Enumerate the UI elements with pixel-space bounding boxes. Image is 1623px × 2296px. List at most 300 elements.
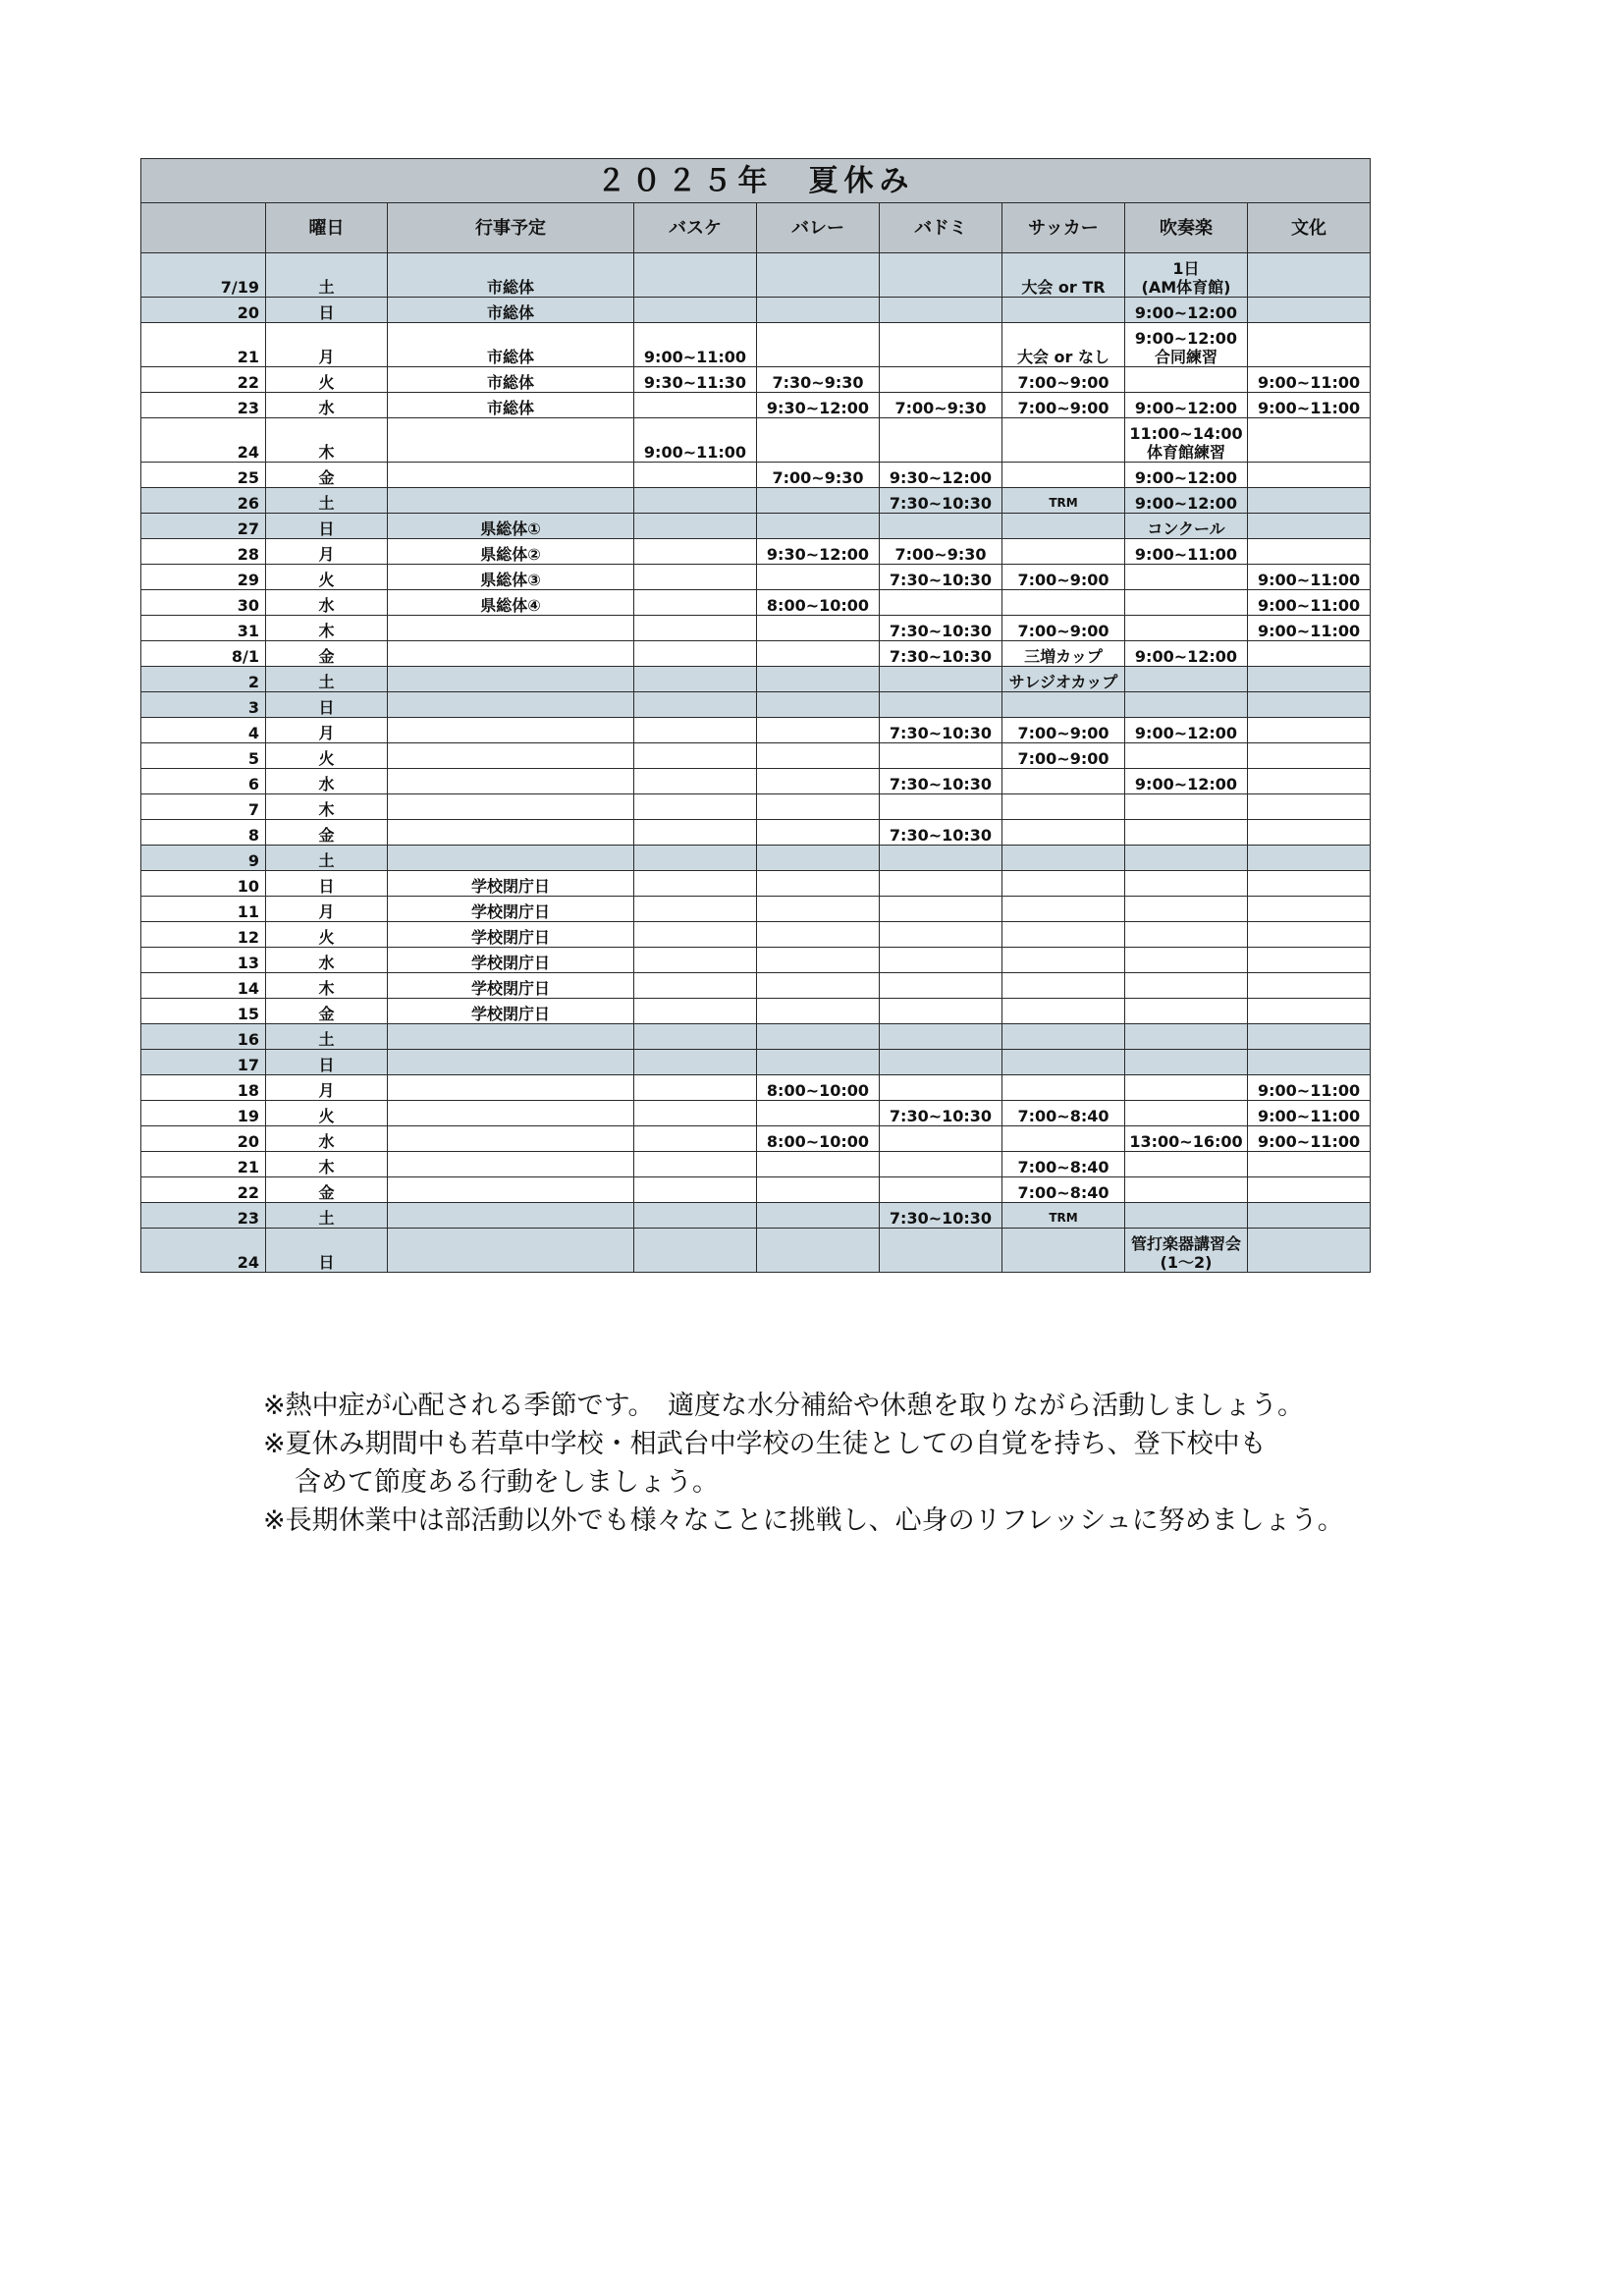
header-event: 行事予定 — [388, 203, 634, 253]
cell-basketball — [634, 565, 757, 590]
cell-badminton — [880, 1229, 1002, 1273]
cell-band — [1125, 367, 1248, 393]
table-row — [141, 488, 1371, 514]
cell-soccer — [1002, 298, 1125, 323]
cell-volleyball — [757, 418, 880, 463]
cell-soccer: 7:00~9:00 — [1002, 367, 1125, 393]
cell-volleyball — [757, 1229, 880, 1273]
cell-event — [388, 1075, 634, 1101]
cell-date: 26 — [141, 488, 266, 514]
cell-basketball — [634, 973, 757, 999]
cell-basketball — [634, 298, 757, 323]
cell-volleyball — [757, 616, 880, 641]
cell-day: 土 — [266, 667, 388, 692]
cell-date: 24 — [141, 1229, 266, 1273]
cell-day: 金 — [266, 820, 388, 846]
cell-badminton — [880, 1152, 1002, 1177]
table-row — [141, 565, 1371, 590]
cell-event — [388, 692, 634, 718]
cell-culture — [1248, 999, 1371, 1024]
cell-soccer: TRM — [1002, 488, 1125, 514]
cell-badminton — [880, 692, 1002, 718]
cell-soccer: 7:00~9:00 — [1002, 565, 1125, 590]
cell-culture — [1248, 1177, 1371, 1203]
cell-date: 11 — [141, 897, 266, 922]
cell-band: 1日 (AM体育館) — [1125, 253, 1248, 298]
cell-basketball — [634, 539, 757, 565]
cell-day: 日 — [266, 871, 388, 897]
header-row — [141, 203, 1371, 253]
cell-event — [388, 769, 634, 794]
cell-event — [388, 1229, 634, 1273]
cell-culture — [1248, 948, 1371, 973]
cell-soccer: 大会 or TR — [1002, 253, 1125, 298]
cell-culture — [1248, 1152, 1371, 1177]
cell-event: 県総体② — [388, 539, 634, 565]
cell-badminton — [880, 667, 1002, 692]
cell-band: 9:00~12:00 — [1125, 488, 1248, 514]
cell-badminton — [880, 253, 1002, 298]
cell-event — [388, 743, 634, 769]
table-row — [141, 298, 1371, 323]
cell-volleyball — [757, 820, 880, 846]
cell-day: 月 — [266, 1075, 388, 1101]
cell-badminton: 7:30~10:30 — [880, 769, 1002, 794]
cell-badminton — [880, 846, 1002, 871]
cell-volleyball — [757, 743, 880, 769]
cell-band — [1125, 1203, 1248, 1229]
cell-basketball — [634, 641, 757, 667]
cell-volleyball — [757, 1101, 880, 1126]
table-row — [141, 820, 1371, 846]
cell-badminton — [880, 871, 1002, 897]
cell-day: 水 — [266, 393, 388, 418]
cell-day: 金 — [266, 999, 388, 1024]
table-row — [141, 514, 1371, 539]
cell-band — [1125, 794, 1248, 820]
cell-culture — [1248, 973, 1371, 999]
cell-band: 9:00~12:00 — [1125, 298, 1248, 323]
cell-basketball: 9:00~11:00 — [634, 418, 757, 463]
cell-date: 23 — [141, 393, 266, 418]
cell-volleyball: 7:00~9:30 — [757, 463, 880, 488]
cell-badminton — [880, 948, 1002, 973]
title-row — [141, 159, 1371, 203]
cell-culture: 9:00~11:00 — [1248, 616, 1371, 641]
cell-basketball — [634, 1126, 757, 1152]
cell-day: 火 — [266, 743, 388, 769]
cell-event: 県総体① — [388, 514, 634, 539]
cell-date: 6 — [141, 769, 266, 794]
cell-culture — [1248, 1203, 1371, 1229]
cell-band: 11:00~14:00 体育館練習 — [1125, 418, 1248, 463]
cell-volleyball — [757, 1050, 880, 1075]
cell-badminton — [880, 922, 1002, 948]
cell-culture — [1248, 641, 1371, 667]
cell-day: 月 — [266, 718, 388, 743]
cell-soccer: 三増カップ — [1002, 641, 1125, 667]
cell-culture — [1248, 323, 1371, 367]
cell-day: 木 — [266, 1152, 388, 1177]
cell-day: 木 — [266, 973, 388, 999]
cell-badminton — [880, 1126, 1002, 1152]
cell-event — [388, 718, 634, 743]
cell-band: 管打楽器講習会 (1～2) — [1125, 1229, 1248, 1273]
cell-volleyball: 8:00~10:00 — [757, 590, 880, 616]
cell-band — [1125, 1024, 1248, 1050]
cell-event — [388, 418, 634, 463]
cell-volleyball — [757, 948, 880, 973]
cell-date: 27 — [141, 514, 266, 539]
table-row — [141, 922, 1371, 948]
cell-basketball — [634, 1152, 757, 1177]
cell-soccer — [1002, 463, 1125, 488]
cell-soccer — [1002, 590, 1125, 616]
cell-soccer — [1002, 1126, 1125, 1152]
cell-day: 土 — [266, 488, 388, 514]
cell-date: 22 — [141, 1177, 266, 1203]
cell-volleyball — [757, 488, 880, 514]
cell-basketball — [634, 590, 757, 616]
cell-date: 19 — [141, 1101, 266, 1126]
cell-basketball — [634, 1203, 757, 1229]
header-day: 曜日 — [266, 203, 388, 253]
cell-event — [388, 463, 634, 488]
table-row — [141, 616, 1371, 641]
cell-date: 8 — [141, 820, 266, 846]
cell-date: 9 — [141, 846, 266, 871]
cell-event — [388, 616, 634, 641]
note-conduct-continued: 含めて節度ある行動をしましょう。 — [295, 1467, 719, 1498]
cell-band: 9:00~12:00 — [1125, 718, 1248, 743]
cell-date: 8/1 — [141, 641, 266, 667]
cell-date: 18 — [141, 1075, 266, 1101]
cell-soccer — [1002, 1050, 1125, 1075]
cell-badminton — [880, 514, 1002, 539]
cell-band: 9:00~12:00 — [1125, 641, 1248, 667]
cell-date: 16 — [141, 1024, 266, 1050]
cell-soccer — [1002, 846, 1125, 871]
cell-volleyball — [757, 323, 880, 367]
cell-soccer: 7:00~9:00 — [1002, 616, 1125, 641]
table-row — [141, 973, 1371, 999]
cell-soccer — [1002, 871, 1125, 897]
table-row — [141, 794, 1371, 820]
header-basketball: バスケ — [634, 203, 757, 253]
table-row — [141, 1229, 1371, 1273]
cell-soccer — [1002, 948, 1125, 973]
cell-volleyball — [757, 253, 880, 298]
cell-day: 月 — [266, 323, 388, 367]
table-row — [141, 1101, 1371, 1126]
cell-event — [388, 1101, 634, 1126]
cell-basketball: 9:00~11:00 — [634, 323, 757, 367]
cell-basketball — [634, 718, 757, 743]
cell-day: 金 — [266, 463, 388, 488]
cell-culture — [1248, 1050, 1371, 1075]
cell-culture — [1248, 922, 1371, 948]
cell-event: 学校閉庁日 — [388, 999, 634, 1024]
cell-event: 市総体 — [388, 323, 634, 367]
cell-culture — [1248, 253, 1371, 298]
cell-date: 7 — [141, 794, 266, 820]
cell-day: 土 — [266, 1203, 388, 1229]
cell-date: 25 — [141, 463, 266, 488]
cell-volleyball — [757, 871, 880, 897]
cell-volleyball: 8:00~10:00 — [757, 1126, 880, 1152]
cell-event: 学校閉庁日 — [388, 973, 634, 999]
cell-date: 12 — [141, 922, 266, 948]
cell-badminton — [880, 743, 1002, 769]
note-conduct: ※夏休み期間中も若草中学校・相武台中学校の生徒としての自覚を持ち、登下校中も — [263, 1429, 1267, 1459]
cell-basketball — [634, 922, 757, 948]
cell-date: 7/19 — [141, 253, 266, 298]
cell-band — [1125, 846, 1248, 871]
table-row — [141, 641, 1371, 667]
cell-soccer — [1002, 769, 1125, 794]
cell-soccer — [1002, 1024, 1125, 1050]
cell-badminton — [880, 367, 1002, 393]
header-band: 吹奏楽 — [1125, 203, 1248, 253]
cell-day: 金 — [266, 1177, 388, 1203]
cell-badminton — [880, 1050, 1002, 1075]
cell-soccer: 7:00~8:40 — [1002, 1152, 1125, 1177]
cell-badminton — [880, 794, 1002, 820]
cell-event — [388, 820, 634, 846]
cell-date: 2 — [141, 667, 266, 692]
cell-band — [1125, 743, 1248, 769]
cell-band — [1125, 667, 1248, 692]
cell-culture — [1248, 794, 1371, 820]
cell-basketball — [634, 1177, 757, 1203]
cell-volleyball — [757, 718, 880, 743]
cell-date: 20 — [141, 298, 266, 323]
cell-event — [388, 1126, 634, 1152]
cell-soccer — [1002, 1075, 1125, 1101]
cell-culture — [1248, 514, 1371, 539]
cell-band — [1125, 973, 1248, 999]
cell-date: 29 — [141, 565, 266, 590]
cell-volleyball — [757, 565, 880, 590]
cell-badminton — [880, 897, 1002, 922]
cell-volleyball: 8:00~10:00 — [757, 1075, 880, 1101]
cell-event: 学校閉庁日 — [388, 871, 634, 897]
table-row — [141, 1075, 1371, 1101]
cell-basketball — [634, 948, 757, 973]
cell-basketball — [634, 616, 757, 641]
table-row — [141, 323, 1371, 367]
cell-culture: 9:00~11:00 — [1248, 1126, 1371, 1152]
cell-culture — [1248, 718, 1371, 743]
cell-day: 水 — [266, 769, 388, 794]
cell-soccer: 7:00~9:00 — [1002, 743, 1125, 769]
cell-event: 学校閉庁日 — [388, 897, 634, 922]
cell-volleyball — [757, 846, 880, 871]
cell-day: 日 — [266, 298, 388, 323]
cell-date: 21 — [141, 323, 266, 367]
cell-day: 木 — [266, 418, 388, 463]
cell-volleyball — [757, 1024, 880, 1050]
cell-day: 火 — [266, 367, 388, 393]
cell-volleyball — [757, 999, 880, 1024]
note-heatstroke: ※熱中症が心配される季節です。 適度な水分補給や休憩を取りながら活動しましょう。 — [263, 1391, 1304, 1421]
cell-day: 日 — [266, 514, 388, 539]
cell-badminton — [880, 323, 1002, 367]
cell-culture — [1248, 897, 1371, 922]
header-badminton: バドミ — [880, 203, 1002, 253]
cell-soccer: TRM — [1002, 1203, 1125, 1229]
cell-culture — [1248, 488, 1371, 514]
cell-badminton — [880, 1177, 1002, 1203]
cell-date: 28 — [141, 539, 266, 565]
cell-band — [1125, 999, 1248, 1024]
cell-band — [1125, 1075, 1248, 1101]
cell-soccer — [1002, 897, 1125, 922]
cell-event — [388, 641, 634, 667]
cell-volleyball — [757, 1152, 880, 1177]
cell-volleyball — [757, 298, 880, 323]
cell-culture — [1248, 769, 1371, 794]
table-row — [141, 743, 1371, 769]
cell-volleyball: 9:30~12:00 — [757, 539, 880, 565]
cell-badminton: 7:30~10:30 — [880, 820, 1002, 846]
table-row — [141, 897, 1371, 922]
cell-band — [1125, 565, 1248, 590]
cell-soccer — [1002, 794, 1125, 820]
cell-day: 土 — [266, 1024, 388, 1050]
cell-volleyball — [757, 769, 880, 794]
table-row — [141, 590, 1371, 616]
table-row — [141, 418, 1371, 463]
cell-event — [388, 667, 634, 692]
cell-event — [388, 794, 634, 820]
cell-badminton — [880, 418, 1002, 463]
table-row — [141, 539, 1371, 565]
cell-culture — [1248, 820, 1371, 846]
cell-band — [1125, 590, 1248, 616]
cell-date: 4 — [141, 718, 266, 743]
cell-band — [1125, 948, 1248, 973]
cell-soccer — [1002, 820, 1125, 846]
cell-badminton: 7:30~10:30 — [880, 565, 1002, 590]
cell-date: 14 — [141, 973, 266, 999]
cell-event — [388, 488, 634, 514]
cell-badminton — [880, 1024, 1002, 1050]
cell-culture — [1248, 539, 1371, 565]
cell-badminton: 7:00~9:30 — [880, 539, 1002, 565]
cell-event: 市総体 — [388, 298, 634, 323]
cell-event: 市総体 — [388, 253, 634, 298]
cell-culture — [1248, 871, 1371, 897]
table-row — [141, 948, 1371, 973]
table-row — [141, 1126, 1371, 1152]
cell-band — [1125, 1152, 1248, 1177]
cell-culture — [1248, 418, 1371, 463]
table-row — [141, 1024, 1371, 1050]
cell-event — [388, 1203, 634, 1229]
cell-soccer — [1002, 418, 1125, 463]
cell-event: 学校閉庁日 — [388, 948, 634, 973]
cell-basketball — [634, 1024, 757, 1050]
cell-day: 水 — [266, 590, 388, 616]
table-row — [141, 1152, 1371, 1177]
cell-basketball — [634, 514, 757, 539]
cell-soccer: 7:00~8:40 — [1002, 1177, 1125, 1203]
cell-band — [1125, 616, 1248, 641]
cell-basketball — [634, 999, 757, 1024]
cell-badminton — [880, 590, 1002, 616]
cell-volleyball — [757, 973, 880, 999]
table-row — [141, 1050, 1371, 1075]
cell-culture: 9:00~11:00 — [1248, 1075, 1371, 1101]
cell-basketball — [634, 463, 757, 488]
cell-event — [388, 1050, 634, 1075]
cell-culture: 9:00~11:00 — [1248, 367, 1371, 393]
table-row — [141, 393, 1371, 418]
cell-day: 木 — [266, 794, 388, 820]
table-row — [141, 367, 1371, 393]
cell-volleyball: 9:30~12:00 — [757, 393, 880, 418]
cell-date: 5 — [141, 743, 266, 769]
cell-badminton: 7:30~10:30 — [880, 641, 1002, 667]
cell-soccer: 7:00~9:00 — [1002, 718, 1125, 743]
table-row — [141, 667, 1371, 692]
cell-badminton: 9:30~12:00 — [880, 463, 1002, 488]
cell-badminton — [880, 298, 1002, 323]
cell-event — [388, 1152, 634, 1177]
cell-basketball — [634, 1075, 757, 1101]
cell-basketball — [634, 1101, 757, 1126]
cell-volleyball — [757, 641, 880, 667]
cell-event: 県総体③ — [388, 565, 634, 590]
cell-day: 土 — [266, 253, 388, 298]
cell-band: 9:00~11:00 — [1125, 539, 1248, 565]
cell-badminton: 7:30~10:30 — [880, 1203, 1002, 1229]
cell-basketball — [634, 846, 757, 871]
cell-date: 17 — [141, 1050, 266, 1075]
cell-band — [1125, 1050, 1248, 1075]
note-challenge: ※長期休業中は部活動以外でも様々なことに挑戦し、心身のリフレッシュに努めましょう。 — [263, 1505, 1344, 1536]
cell-volleyball — [757, 794, 880, 820]
cell-volleyball — [757, 667, 880, 692]
cell-date: 10 — [141, 871, 266, 897]
cell-event — [388, 846, 634, 871]
cell-basketball — [634, 488, 757, 514]
cell-day: 水 — [266, 1126, 388, 1152]
table-row — [141, 692, 1371, 718]
header-soccer: サッカー — [1002, 203, 1125, 253]
cell-volleyball — [757, 514, 880, 539]
cell-date: 31 — [141, 616, 266, 641]
cell-badminton: 7:30~10:30 — [880, 718, 1002, 743]
cell-soccer: 大会 or なし — [1002, 323, 1125, 367]
cell-badminton: 7:30~10:30 — [880, 1101, 1002, 1126]
cell-band — [1125, 871, 1248, 897]
cell-basketball — [634, 1229, 757, 1273]
header-culture: 文化 — [1248, 203, 1371, 253]
cell-band — [1125, 922, 1248, 948]
cell-culture — [1248, 667, 1371, 692]
cell-soccer: サレジオカップ — [1002, 667, 1125, 692]
cell-badminton: 7:30~10:30 — [880, 616, 1002, 641]
cell-band: 9:00~12:00 合同練習 — [1125, 323, 1248, 367]
cell-basketball — [634, 897, 757, 922]
cell-basketball — [634, 743, 757, 769]
cell-band — [1125, 692, 1248, 718]
cell-badminton — [880, 973, 1002, 999]
cell-culture — [1248, 298, 1371, 323]
cell-basketball — [634, 871, 757, 897]
